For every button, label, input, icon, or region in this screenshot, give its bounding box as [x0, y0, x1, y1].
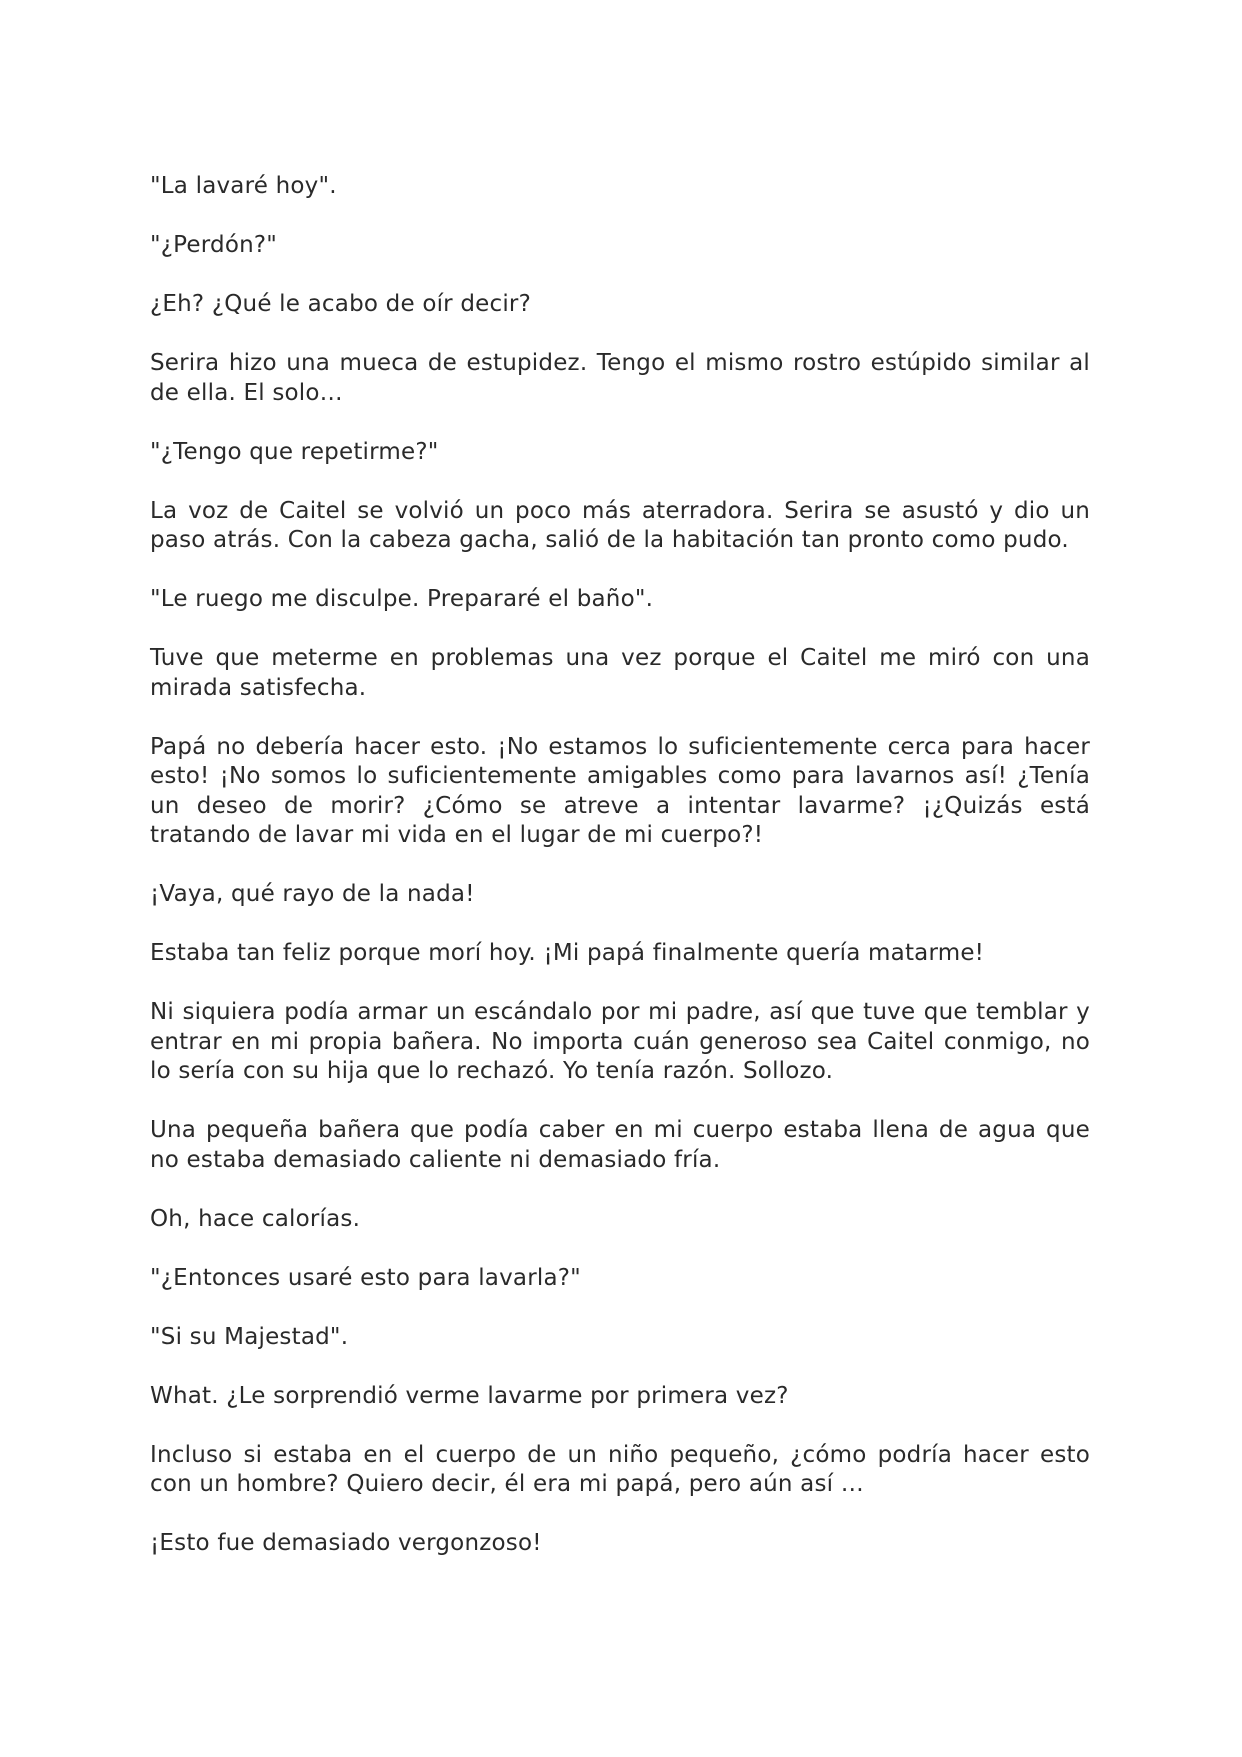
paragraph: Serira hizo una mueca de estupidez. Tengo el mismo rostro estúpido similar al de ella. El solo… — [150, 350, 1090, 406]
paragraph: "¿Tengo que repetirme?" — [150, 438, 439, 465]
paragraph: Estaba tan feliz porque morí hoy. ¡Mi papá finalmente quería matarme! — [150, 940, 985, 966]
paragraph: Incluso si estaba en el cuerpo de un niño pequeño, ¿cómo podría hacer esto con un hombre? Quiero decir, él era mi papá, pero aún así … — [150, 1441, 1090, 1497]
paragraph: "¿Perdón?" — [150, 232, 278, 258]
paragraph: ¿Eh? ¿Qué le acabo de oír decir? — [150, 291, 531, 317]
paragraph: ¡Esto fue demasiado vergonzoso! — [150, 1530, 542, 1556]
document-page — [150, 172, 1090, 1588]
paragraph: Ni siquiera podía armar un escándalo por mi padre, así que tuve que temblar y entrar en mi propia bañera. No importa cuán generoso sea Caitel conmigo, no lo sería con su hija que lo rechazó. Yo tenía razón. Sollozo. — [150, 999, 1090, 1084]
paragraph: "Le ruego me disculpe. Prepararé el baño". — [150, 586, 654, 612]
paragraph: Tuve que meterme en problemas una vez porque el Caitel me miró con una mirada satisfecha. — [150, 645, 1090, 701]
paragraph: "La lavaré hoy". — [150, 173, 337, 199]
paragraph: "Si su Majestad". — [150, 1323, 349, 1350]
paragraph: La voz de Caitel se volvió un poco más aterradora. Serira se asustó y dio un paso atrás. Con la cabeza gacha, salió de la habitación tan pronto como pudo. — [150, 497, 1090, 553]
paragraph: Oh, hace calorías. — [150, 1205, 361, 1232]
paragraph: Una pequeña bañera que podía caber en mi cuerpo estaba llena de agua que no estaba demasiado caliente ni demasiado fría. — [150, 1117, 1090, 1173]
paragraph: Papá no debería hacer esto. ¡No estamos lo suficientemente cerca para hacer esto! ¡No somos lo suficientemente amigables como para lavarnos así! ¿Tenía un deseo de morir? ¿Cómo se atreve a intentar lavarme? ¡¿Quizás está tratando de lavar mi vida en el lugar de mi cuerpo?! — [150, 733, 1090, 848]
paragraph: What. ¿Le sorprendió verme lavarme por primera vez? — [150, 1382, 789, 1409]
paragraph: "¿Entonces usaré esto para lavarla?" — [150, 1264, 581, 1291]
paragraph: ¡Vaya, qué rayo de la nada! — [150, 881, 475, 907]
